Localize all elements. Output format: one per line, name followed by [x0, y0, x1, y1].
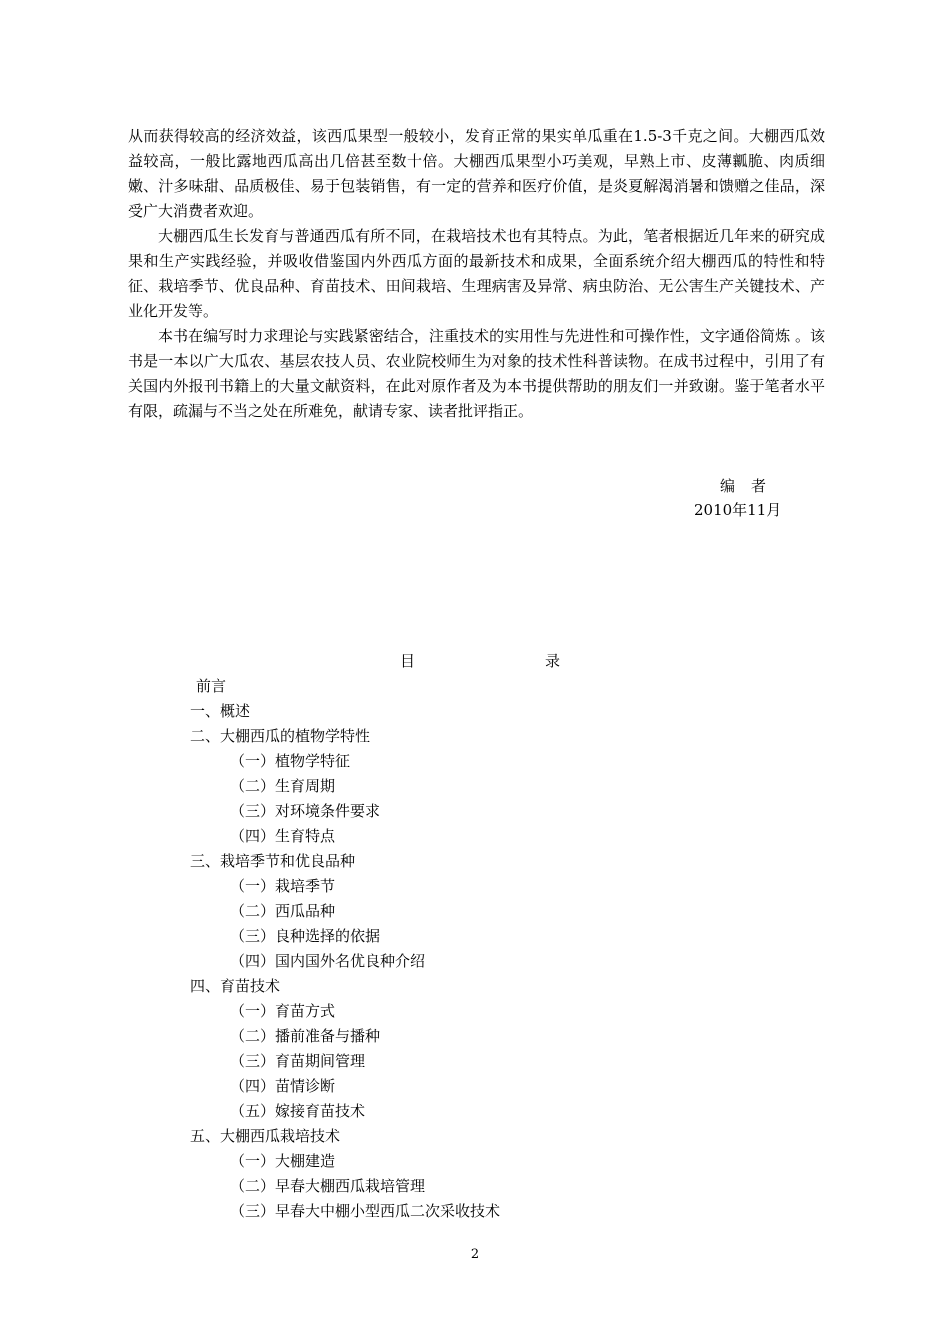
toc-title-right: 录 [544, 652, 560, 670]
toc-item-section: （二）生育周期 [230, 777, 336, 795]
toc-item-section: （一）大棚建造 [230, 1152, 336, 1170]
toc-item-section: （一）栽培季节 [230, 877, 336, 895]
toc-item-chapter: 四、育苗技术 [190, 977, 281, 995]
toc-item-section: （二）播前准备与播种 [230, 1027, 381, 1045]
toc-item-section: （三）良种选择的依据 [230, 927, 381, 945]
toc-item-section: （四）生育特点 [230, 827, 336, 845]
toc-item-section: （二）早春大棚西瓜栽培管理 [230, 1177, 426, 1195]
preface-paragraph-2: 大棚西瓜生长发育与普通西瓜有所不同，在栽培技术也有其特点。为此，笔者根据近几年来的研究成果和生产实践经验，并吸收借鉴国内外西瓜方面的最新技术和成果，全面系统介绍大棚西瓜的特性和特征、栽培季节、优良品种、育苗技术、田间栽培、生理病害及异常、病虫防治、无公害生产关键技术、产业化开发等。 [128, 227, 825, 320]
toc-item-section: （一）育苗方式 [230, 1002, 336, 1020]
toc-title-left: 目 [400, 652, 416, 670]
preface-text [128, 124, 825, 424]
preface-paragraph-3: 本书在编写时力求理论与实践紧密结合，注重技术的实用性与先进性和可操作性，文字通俗简炼 。该书是一本以广大瓜农、基层农技人员、农业院校师生为对象的技术性科普读物。在成书过程中，引用了有关国内外报刊书籍上的大量文献资料，在此对原作者及为本书提供帮助的朋友们一并致谢。鉴于笔者水平有限，疏漏与不当之处在所难免，献请专家、读者批评指正。 [128, 327, 825, 420]
toc-item-chapter: 一、概述 [190, 702, 251, 720]
toc-item-chapter: 二、大棚西瓜的植物学特性 [190, 727, 371, 745]
toc-item-section: （四）国内国外名优良种介绍 [230, 952, 426, 970]
toc-item-preface: 前言 [196, 677, 227, 695]
toc-item-section: （二）西瓜品种 [230, 902, 336, 920]
preface-paragraph-1: 从而获得较高的经济效益，该西瓜果型一般较小，发育正常的果实单瓜重在1.5-3千克之间。大棚西瓜效益较高，一般比露地西瓜高出几倍甚至数十倍。大棚西瓜果型小巧美观，早熟上市、皮薄瓤脆、肉质细嫩、汁多味甜、品质极佳、易于包装销售，有一定的营养和医疗价值，是炎夏解渴消暑和馈赠之佳品，深受广大消费者欢迎。 [128, 127, 825, 220]
toc-item-section: （三）对环境条件要求 [230, 802, 381, 820]
signature-author: 编者 [720, 477, 783, 495]
toc-item-section: （一）植物学特征 [230, 752, 351, 770]
toc-item-section: （三）早春大中棚小型西瓜二次采收技术 [230, 1202, 501, 1220]
toc-item-chapter: 三、栽培季节和优良品种 [190, 852, 356, 870]
toc-item-chapter: 五、大棚西瓜栽培技术 [190, 1127, 341, 1145]
page-number: 2 [470, 1247, 480, 1262]
toc-item-section: （三）育苗期间管理 [230, 1052, 366, 1070]
table-of-contents [190, 674, 690, 1224]
toc-item-section: （五）嫁接育苗技术 [230, 1102, 366, 1120]
toc-title [400, 649, 560, 673]
toc-item-section: （四）苗情诊断 [230, 1077, 336, 1095]
signature-date: 2010年11月 [694, 501, 782, 519]
